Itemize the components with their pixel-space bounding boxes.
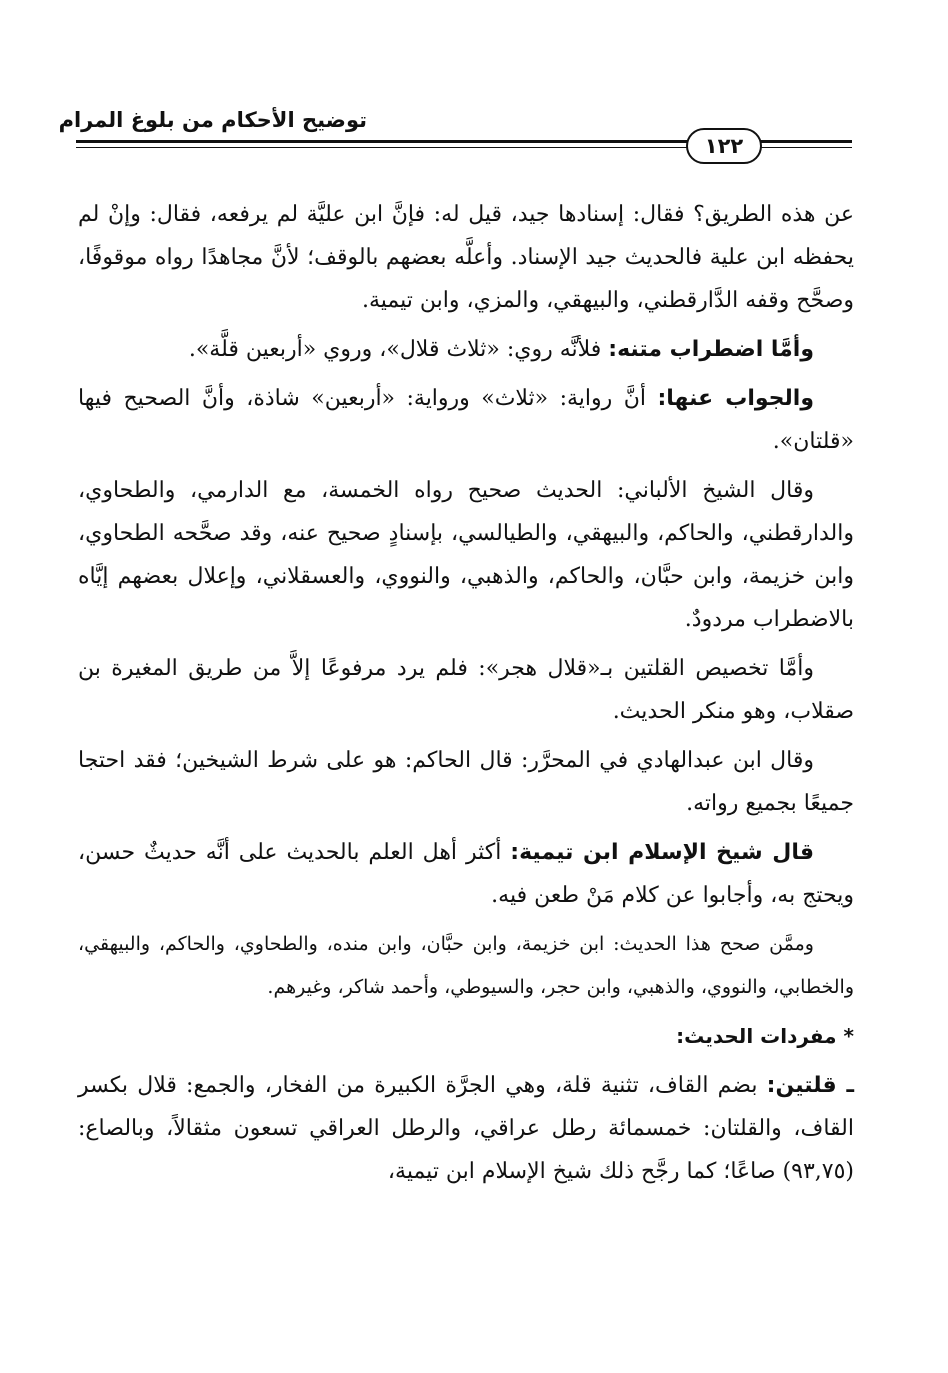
paragraph-7-text: أكثر أهل العلم بالحديث على أنَّه حديثٌ حسن، ويحتج به، وأجابوا عن كلام مَنْ طعن فيه. bbox=[78, 840, 854, 908]
paragraph-4-text: وقال الشيخ الألباني: الحديث صحيح رواه الخمسة، مع الدارمي، والطحاوي، والدارقطني، والحاكم، والبيهقي، والطيالسي، بإسنادٍ صحيح عنه، وقد صحَّحه الطحاوي، وابن خزيمة، وابن حبَّان، والحاكم، والذهبي، والنووي، والعسقلاني، وإعلال بعضهم إيَّاه بالاضطراب مردودٌ. bbox=[78, 478, 854, 632]
paragraph-5-text: وأمَّا تخصيص القلتين بـ«قلال هجر»: فلم يرد مرفوعًا إلاَّ من طريق المغيرة بن صقلاب، وهو منكر الحديث. bbox=[78, 656, 854, 724]
vocab-entry bbox=[78, 1064, 854, 1193]
vocab-entry-text: بضم القاف، تثنية قلة، وهي الجرَّة الكبيرة من الفخار، والجمع: قلال بكسر القاف، والقلتان: خمسمائة رطل عراقي، والرطل العراقي تسعون مثقالاً، وبالصاع: (٩٣,٧٥) صاعًا؛ كما رجَّح ذلك شيخ الإسلام ابن تيمية، bbox=[78, 1073, 854, 1184]
book-title: توضيح الأحكام من بلوغ المرام bbox=[58, 108, 367, 132]
paragraph-2-lead: وأمَّا اضطراب متنه: bbox=[608, 337, 814, 362]
page-header bbox=[58, 100, 852, 170]
paragraph-1 bbox=[78, 193, 854, 322]
paragraph-7-lead: قال شيخ الإسلام ابن تيمية: bbox=[510, 840, 814, 865]
paragraph-6 bbox=[78, 739, 854, 825]
paragraph-3 bbox=[78, 377, 854, 463]
paragraph-3-text: أنَّ رواية: «ثلاث» ورواية: «أربعين» شاذة، وأنَّ الصحيح فيها «قلتان». bbox=[78, 386, 854, 454]
section-title: * مفردات الحديث: bbox=[676, 1024, 854, 1048]
paragraph-5 bbox=[78, 647, 854, 733]
page-number: ١٢٢ bbox=[686, 128, 762, 164]
paragraph-1-text: عن هذه الطريق؟ فقال: إسنادها جيد، قيل له: فإنَّ ابن عليَّة لم يرفعه، فقال: وإنْ لم يحفظه ابن علية فالحديث جيد الإسناد. وأعلَّه بعضهم بالوقف؛ لأنَّ مجاهدًا رواه موقوفًا، وصحَّح وقفه الدَّارقطني، والبيهقي، والمزي، وابن تيمية. bbox=[78, 202, 854, 313]
vocab-entry-lead: ـ قلتين: bbox=[766, 1073, 854, 1098]
paragraph-8 bbox=[78, 923, 854, 1009]
paragraph-4 bbox=[78, 469, 854, 641]
paragraph-2 bbox=[78, 328, 854, 371]
body-text bbox=[78, 193, 854, 1199]
paragraph-6-text: وقال ابن عبدالهادي في المحرَّر: قال الحاكم: هو على شرط الشيخين؛ فقد احتجا جميعًا بجميع رواته. bbox=[78, 748, 854, 816]
paragraph-3-lead: والجواب عنها: bbox=[657, 386, 814, 411]
paragraph-7 bbox=[78, 831, 854, 917]
paragraph-2-text: فلأنَّه روي: «ثلاث قلال»، وروي «أربعين قلَّة». bbox=[188, 337, 609, 362]
paragraph-8-text: وممَّن صحح هذا الحديث: ابن خزيمة، وابن حبَّان، وابن منده، والطحاوي، والحاكم، والبيهقي، والخطابي، والنووي، والذهبي، وابن حجر، والسيوطي، وأحمد شاكر، وغيرهم. bbox=[78, 933, 854, 998]
